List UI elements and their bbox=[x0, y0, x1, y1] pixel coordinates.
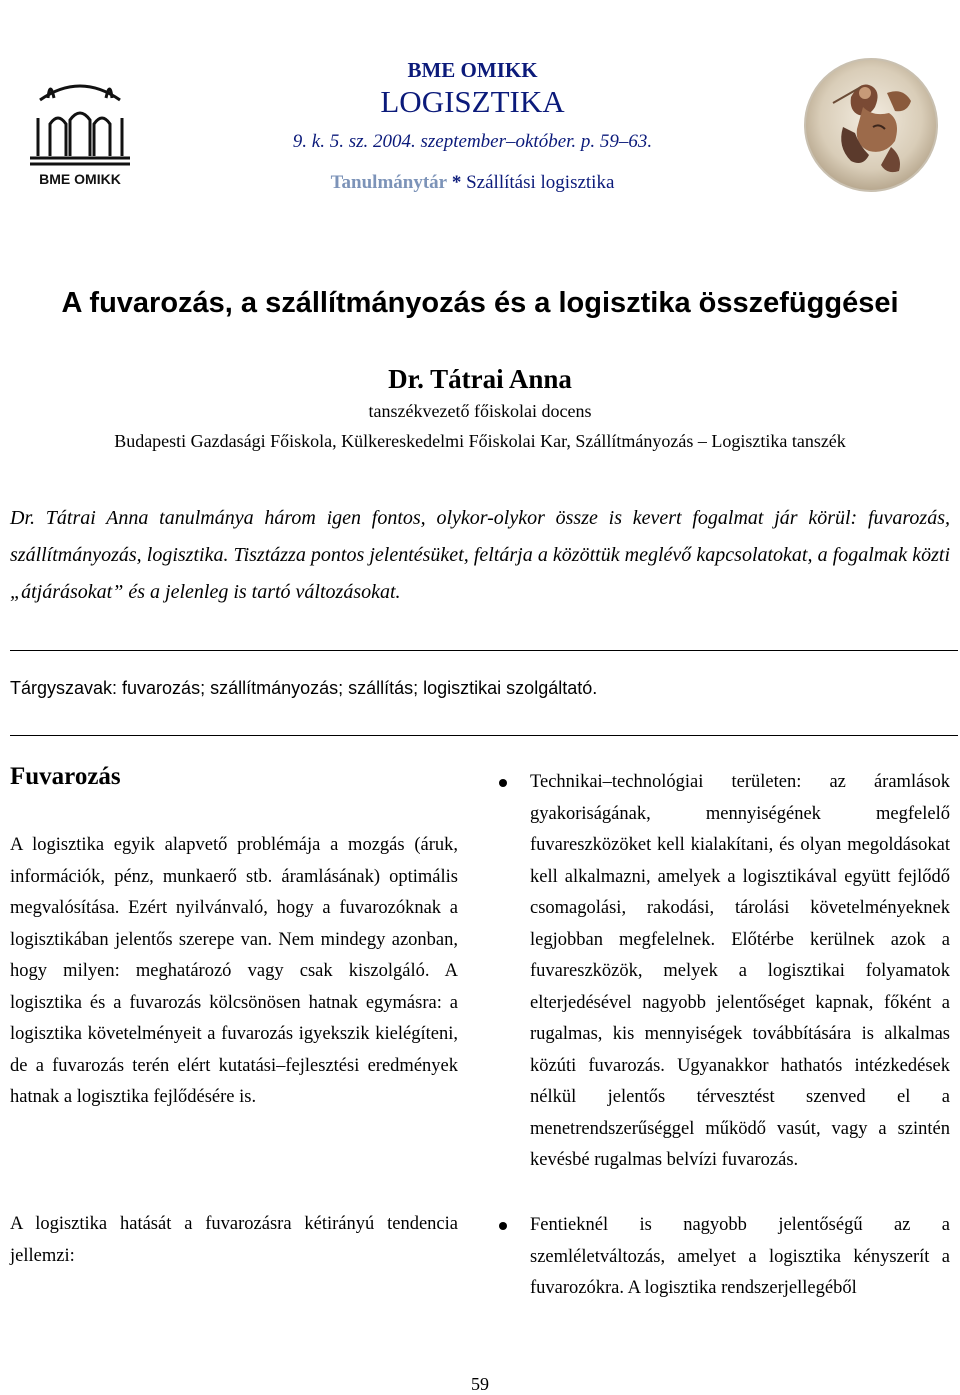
section-separator: * bbox=[451, 172, 462, 193]
page-number: 59 bbox=[471, 1374, 489, 1394]
bullet-item-1: Technikai–technológiai területen: az áramlások gyakoriságának, mennyiségének megfelelő fuvareszközöket kell kialakítani, és olyan megoldásokat kell alkalmazni, amelyek a logisztikával együtt fejlődő csomagolási, rakodási, tárolási követelményeknek legjobban megfelelnek. Előtérbe kerülnek azok a fuvareszközök, melyek a logisztikai folyamatok elterjedésével nagyobb jelentőséget kapnak, főként a rugalmas, kis mennyiségek továbbítására is alkalmas közúti fuvarozás. Ugyanakkor hathatós intézkedések nélkül jelentős térvesztést szenved el a menetrendszerűséggel működő vasút, vagy a szintén kevésbé rugalmas belvízi fuvarozás. bbox=[530, 772, 950, 1170]
fresco-figures-roundel-icon bbox=[803, 57, 939, 193]
issue-citation: 9. k. 5. sz. 2004. szeptember–október. p. 59–63. bbox=[292, 131, 653, 152]
building-logo-icon bbox=[10, 58, 150, 198]
section-subcategory: Szállítási logisztika bbox=[466, 172, 615, 193]
bullet-dot-icon bbox=[499, 1222, 507, 1230]
fresco-roundel-image bbox=[803, 57, 939, 193]
left-paragraph-2: A logisztika hatását a fuvarozásra kétirányú tendencia jellemzi: bbox=[10, 1214, 458, 1266]
author-affiliation: Budapesti Gazdasági Főiskola, Külkereskedelmi Főiskolai Kar, Szállítmányozás – Logisztika tanszék bbox=[114, 431, 846, 451]
section-line bbox=[200, 172, 745, 194]
divider-top bbox=[10, 650, 958, 651]
bullet-dot-icon bbox=[499, 779, 507, 787]
left-paragraph-1: A logisztika egyik alapvető problémája a mozgás (áruk, információk, pénz, munkaerő stb. áramlásának) optimális megvalósítása. Ezért nyilvánvaló, hogy a fuvarozóknak a logisztikában jelentős szerepe van. Nem mindegy azonban, hogy milyen: meghatározó vagy csak kiszolgáló. A logisztika és a fuvarozás kölcsönösen hatnak egymásra: a logisztika követelményeit a fuvarozás igyekszik kielégíteni, de a fuvarozás terén elért kutatási–fejlesztési eredmények hatnak a logisztika fejlődésére is. bbox=[10, 835, 458, 1107]
bme-omikk-logo bbox=[10, 58, 150, 198]
article-title: A fuvarozás, a szállítmányozás és a logisztika összefüggései bbox=[61, 287, 899, 319]
section-category: Tanulmánytár bbox=[330, 172, 448, 193]
author-name: Dr. Tátrai Anna bbox=[388, 364, 572, 394]
journal-title: LOGISZTIKA bbox=[380, 84, 565, 119]
publisher-name: BME OMIKK bbox=[407, 58, 538, 82]
bullet-item-2: Fentieknél is nagyobb jelentőségű az a szemléletváltozás, amelyet a logisztika kényszerít a fuvarozókra. A logisztika rendszerjellegéből bbox=[530, 1215, 950, 1298]
abstract: Dr. Tátrai Anna tanulmánya három igen fontos, olykor-olykor össze is kevert fogalmat jár körül: fuvarozás, szállítmányozás, logisztika. Tisztázza pontos jelentésüket, feltárja a közöttük meglévő kapcsolatokat, a fogalmak közti „átjárásokat” és a jelenleg is tartó változásokat. bbox=[10, 507, 950, 603]
section-heading: Fuvarozás bbox=[10, 763, 121, 790]
author-position: tanszékvezető főiskolai docens bbox=[368, 401, 592, 421]
logo-caption: BME OMIKK bbox=[39, 171, 121, 187]
divider-bottom bbox=[10, 735, 958, 736]
keywords: Tárgyszavak: fuvarozás; szállítmányozás; szállítás; logisztikai szolgáltató. bbox=[10, 678, 598, 698]
